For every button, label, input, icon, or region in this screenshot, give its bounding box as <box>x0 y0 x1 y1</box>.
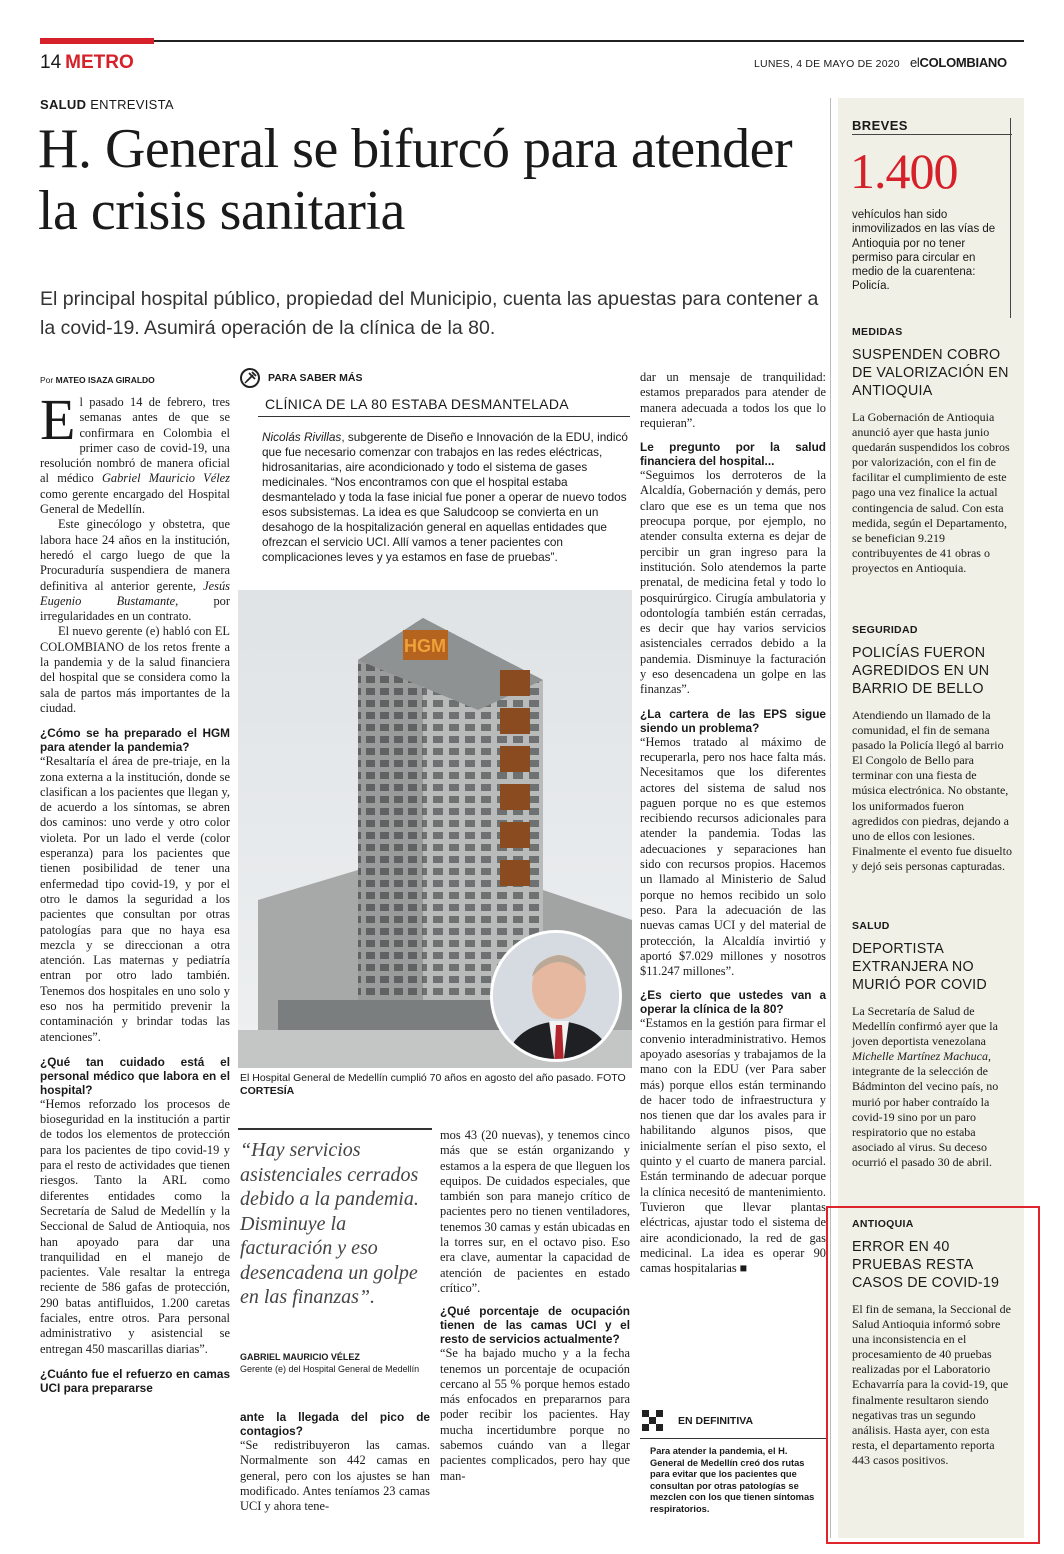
dateline: LUNES, 4 DE MAYO DE 2020 <box>754 58 900 70</box>
brief-section: ANTIOQUIA <box>852 1218 914 1230</box>
hospital-photo <box>238 590 632 1068</box>
box-label: PARA SABER MÁS <box>268 372 363 384</box>
brief-headline: DEPORTISTA EXTRANJERA NO MURIÓ POR COVID <box>852 941 987 993</box>
interview-question: ¿La cartera de las EPS sigue siendo un problema? <box>640 706 826 735</box>
section-name: METRO <box>65 52 134 73</box>
interview-answer: “Seguimos los derroteros de la Alcaldía, Gobernación y demás, pero claro que ese es un tema que nos preocupa porque, por ejemplo, no atender consulta externa es dejar de percibir un gran ingreso para la institución. Solo atendemos la parte prenatal, de medicina fetal y todo lo posquirúrgico. Cirugía ambulatoria y odontología también están cerradas, es decir que hay varios servicios asistenciales cerrados debido a la pandemia. Disminuye la facturación y eso desencadena un golpe en las finanzas”. <box>640 468 826 697</box>
brief-seguridad <box>852 624 1012 874</box>
brief-section: SEGURIDAD <box>852 624 918 636</box>
brief-body: El fin de semana, la Seccional de Salud Antioquia informó sobre una inconsistencia en el procesamiento de 40 pruebas realizadas por el Laboratorio Echavarría para la covid-19, que finalmente resultaron siendo negativas tras un segundo análisis. Hasta ayer, con esta resta, el departamento reporta 443 casos positivos. <box>852 1302 1011 1467</box>
brief-medidas <box>852 326 1012 576</box>
interview-answer: “Hemos reforzado los procesos de bioseguridad en la institución a partir de todos los elementos de protección para los pacientes de tipo covid-19 y para el resto de actividades que tienen riesgos. Tanto la ARL como diferentes entidades como la Secretaría de Salud de Medellín y la Seccional de Salud de Antioquia, nos han apoyado para dar una tranquilidad en el manejo de pacientes. Vale resaltar la entrega reciente de 586 gafas de protección, 290 batas antifluidos, 1.200 caretas faciales, entre otros. Para personal administrativo y asistencial se entregan 450 mascarillas diarias”. <box>40 1096 230 1356</box>
interview-question: Le pregunto por la salud financiera del hospital... <box>640 440 826 469</box>
brief-headline: POLICÍAS FUERON AGREDIDOS EN UN BARRIO DE BELLO <box>852 645 990 697</box>
newspaper-logo: elCOLOMBIANO <box>910 55 1007 70</box>
checkered-icon <box>642 1410 664 1432</box>
brief-headline: ERROR EN 40 PRUEBAS RESTA CASOS DE COVID-19 <box>852 1239 1000 1291</box>
photo-caption: El Hospital General de Medellín cumplió 70 años en agosto del año pasado. FOTO CORTESÍA <box>240 1072 626 1097</box>
pullquote-author: GABRIEL MAURICIO VÉLEZ <box>240 1352 360 1362</box>
brief-section: MEDIDAS <box>852 326 903 338</box>
breves-text: vehículos han sido inmovilizados en las vías de Antioquia por no tener permiso para circular en medio de la cuarentena: Policía. <box>852 209 996 293</box>
summary-rule <box>640 1438 826 1439</box>
interview-answer: “Estamos en la gestión para firmar el convenio interadministrativo. Hemos apoyado asesorías y trabajamos de la mano con la EDU (ver Para saber más) porque ellos están terminando de hacer todo de infraestructura y nos tienen que dar los avales para ir habilitando algunos pisos, que inicialmente serían el piso sexto, el quinto y el cuarto de manera parcial. Están terminando de adecuar porque la clínica necesitó de mantenimiento. Tuvieron que llevar plantas eléctricas, ajustar todo el sistema de aire acondicionado, la red de gas medicinal. La idea es operar 90 camas hospitalarias ■ <box>640 1016 826 1276</box>
brief-body: La Gobernación de Antioquia anunció ayer que hasta junio quedarán suspendidos los cobros por valorización, con el fin de facilitar el cumplimiento de este pago una vez finalice la actual contingencia de salud. Con esta medida, según el Departamento, se benefician 9.219 contribuyentes de 41 obras o proyectos en Antioquia. <box>852 410 1010 575</box>
paragraph: El nuevo gerente (e) habló con EL COLOMBIANO de los retos frente a la pandemia y de la salud financiera del hospital que se considera como la sala de partos más importantes de la ciudad. <box>40 624 230 715</box>
paragraph: El pasado 14 de febrero, tres semanas antes de que se confirmara en Colombia el primer caso de covid-19, una resolución nombró de manera oficial al médico Gabriel Mauricio Vélez como gerente encargado del Hospital General de Medellín. <box>40 387 231 517</box>
portrait-photo <box>490 930 622 1062</box>
article-headline: H. General se bifurcó para atender la crisis sanitaria <box>38 118 793 242</box>
interview-question: ¿Qué tan cuidado está el personal médico que labora en el hospital? <box>40 1054 230 1097</box>
interview-question: ¿Es cierto que ustedes van a operar la clínica de la 80? <box>640 988 826 1017</box>
breves-vertical-rule <box>1010 118 1011 318</box>
byline: Por MATEO ISAZA GIRALDO <box>40 375 155 385</box>
section-color-bar <box>40 38 154 44</box>
highlight-box <box>826 1206 1040 1544</box>
breves-rule <box>852 134 1012 135</box>
article-subhead: El principal hospital público, propiedad del Municipio, cuenta las apuestas para contener a la covid-19. Asumirá operación de la clínica de la 80. <box>40 288 819 339</box>
interview-answer: mos 43 (20 nuevas), y tenemos cinco más que se están organizando y estamos a la espera de que lleguen los equipos. De cuidados especiales, que también son para manejo crítico de pacientes pero no tienen ventiladores, tenemos 30 camas y están ubicadas en la torres sur, en el octavo piso. Eso era clave, aumentar la capacidad de atención de pacientes en estado crítico”. <box>440 1128 630 1295</box>
interview-answer: “Resaltaría el área de pre-triaje, en la zona externa a la institución, donde se clasifican a los pacientes que llegan y, de acuerdo a los síntomas, se abren dos caminos: uno verde y otro color violeta. Por un lado el verde (color esperanza) para los pacientes que tienen posibilidad de tener una enfermedad tipo covid-19, y por el otro le damos la seguridad a los pacientes que consultan por otras patologías para que no haya esa mezcla y se direccionan a otra atención. Las maternas y pediatría entran por otro lado también. Tenemos dos hospitales en uno solo y eso nos ha permitido prevenir la contaminación y brindar todas las atenciones”. <box>40 754 230 1044</box>
pullquote-rule <box>238 1128 432 1130</box>
brief-section: SALUD <box>852 920 890 932</box>
article-kicker: SALUD ENTREVISTA <box>40 97 174 112</box>
interview-question: ante la llegada del pico de contagios? <box>240 1410 430 1438</box>
box-text: Nicolás Rivillas, subgerente de Diseño e Innovación de la EDU, indicó que fue necesario comenzar con trabajos en las redes eléctricas, hidrosanitarias, aire acondicionado y todo el sistema de gases medicinales. “Nos encontramos con que el hospital estaba desmantelado y toda la fase inicial fue poner a operar de nuevo todos esos subsistemas. La idea es que Saludcoop se convierta en un desahogo de la hospitalización general en aquellas entidades que ofrezcan el servicio UCI. Allí vamos a tener pacientes con complicaciones leves y ya estamos en fase de pruebas”. <box>262 430 628 564</box>
article-column-3 <box>440 1128 630 1484</box>
interview-answer: “Se redistribuyeron las camas. Normalmente son 442 camas en general, pero con los ajustes se han modificado. Antes teníamos 23 camas UCI y ahora tene- <box>240 1438 430 1514</box>
interview-question: ¿Cuánto fue el refuerzo en camas UCI para prepararse <box>40 1366 230 1395</box>
page-number: 14 METRO <box>40 52 134 73</box>
interview-question: ¿Qué porcentaje de ocupación tienen de las camas UCI y el resto de servicios actualmente? <box>440 1304 630 1347</box>
brief-body: La Secretaría de Salud de Medellín confirmó ayer que la joven deportista venezolana Michelle Martínez Machuca, integrante de la selección de Bádminton del vecino país, no murió por haber contraído la covid-19 sino por un paro respiratorio que no estaba asociado al virus. Su deceso ocurrió el pasado 30 de abril. <box>852 1004 999 1169</box>
breves-number: 1.400 <box>850 143 958 199</box>
article-column-2-bottom <box>240 1410 430 1514</box>
article-column-4 <box>640 370 826 1276</box>
box-title: CLÍNICA DE LA 80 ESTABA DESMANTELADA <box>265 396 569 412</box>
pullquote-text: “Hay servicios asistenciales cerrados debido a la pandemia. Disminuye la facturación y eso desencadena un golpe en las finanzas”. <box>240 1139 419 1308</box>
interview-question: ¿Cómo se ha preparado el HGM para atender la pandemia? <box>40 726 230 755</box>
end-mark: ■ <box>739 1261 748 1276</box>
top-rule <box>40 40 1024 42</box>
brief-headline: SUSPENDEN COBRO DE VALORIZACIÓN EN ANTIOQUIA <box>852 347 1009 399</box>
paragraph: Este ginecólogo y obstetra, que labora hace 24 años en la institución, heredó el cargo luego de que la Procuraduría suspendiera de manera definitiva al anterior gerente, Jesús Eugenio Bustamante, por irregularidades en un contrato. <box>40 517 230 624</box>
interview-answer: dar un mensaje de tranquilidad: estamos preparados para atender de manera adecuada a todos los que lo requieran”. <box>640 370 826 430</box>
brief-salud <box>852 920 1012 1170</box>
building-sign: HGM <box>404 636 446 656</box>
summary-label: EN DEFINITIVA <box>678 1415 754 1427</box>
pullquote-author-role: Gerente (e) del Hospital General de Medellín <box>240 1364 420 1374</box>
pin-icon <box>240 368 260 388</box>
breves-label: BREVES <box>852 118 908 133</box>
interview-answer: “Se ha bajado mucho y a la fecha tenemos un porcentaje de ocupación cercano al 55 % porque hemos estado más enfocados en prepararnos para poder recibir los pacientes. Hay mucha incertidumbre porque no sabemos cuándo van a llegar pacientes complicados, pero hay que man- <box>440 1346 630 1483</box>
article-column-1 <box>40 387 231 1395</box>
box-divider <box>258 416 630 417</box>
summary-text: Para atender la pandemia, el H. General de Medellín creó dos rutas para evitar que los pacientes que consultan por otras patologías se mezclen con los que tienen síntomas respiratorios. <box>650 1446 815 1514</box>
interview-answer: “Hemos tratado al máximo de recuperarla, pero nos hace falta más. Necesitamos que los diferentes actores del sistema de salud nos paguen porque no es que estemos recibiendo recursos adicionales para atender la pandemia. Todas las adecuaciones y separaciones han sido con recursos propios. Hacemos un llamado al Ministerio de Salud porque no hemos recibido un solo peso. Para la adecuación de las nuevas camas UCI y del material de protección, la Alcaldía invirtió y aportó $7.029 millones y nosotros $11.247 millones”. <box>640 734 826 979</box>
brief-body: Atendiendo un llamado de la comunidad, el fin de semana pasado la Policía llegó al barrio El Congolo de Bello para terminar con una fiesta de música electrónica. No obstante, los uniformados fueron agredidos con piedras, dejando a uno de ellos con lesiones. Finalmente el evento fue disuelto y dejó seis personas capturadas. <box>852 708 1012 873</box>
drop-cap: E <box>40 387 76 452</box>
